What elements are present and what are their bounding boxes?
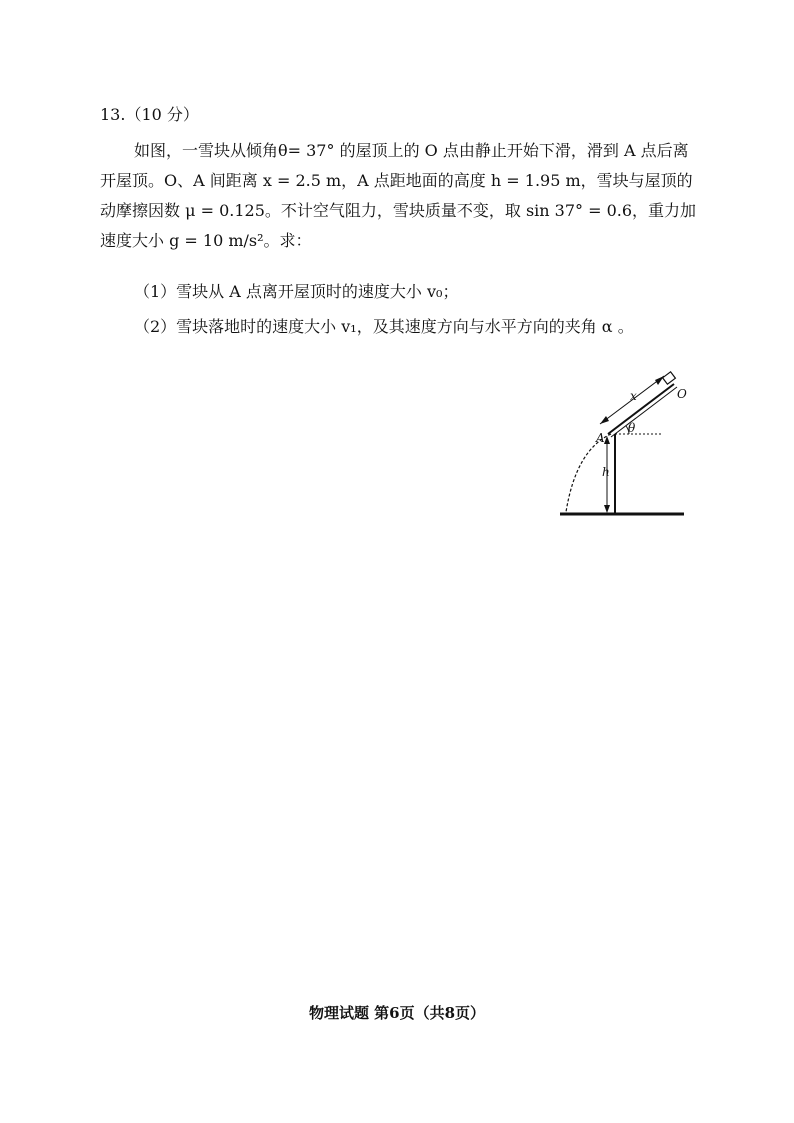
label-theta: θ (628, 421, 636, 435)
label-x: x (630, 389, 637, 403)
question-stem: 如图，一雪块从倾角θ= 37° 的屋顶上的 O 点由静止开始下滑，滑到 A 点后离开屋顶。O、A 间距离 x = 2.5 m，A 点距地面的高度 h = 1.95 m，雪块与屋顶的动摩擦因数 μ = 0.125。不计空气阻力，雪块质量不变，取 sin 37° = 0.6，重力加速度大小 g = 10 m/s²。求： (100, 141, 697, 250)
x-arrow-end (655, 376, 664, 385)
sub-question-2: （2）雪块落地时的速度大小 v₁，及其速度方向与水平方向的夹角 α 。 (134, 317, 634, 336)
x-arrow-start (600, 416, 609, 424)
h-arrow-bottom (604, 505, 610, 513)
label-h: h (602, 465, 610, 479)
roof-line-inner (611, 387, 677, 437)
physics-figure (556, 366, 696, 526)
sub-question-1: （1）雪块从 A 点离开屋顶时的速度大小 v₀； (134, 282, 459, 301)
roof-line (608, 384, 674, 434)
question-header: 13.（10 分） (100, 105, 199, 124)
label-A: A (596, 431, 605, 445)
label-O: O (677, 387, 687, 401)
snow-block (663, 372, 676, 384)
page-footer: 物理试题 第6页（共8页） (308, 1004, 486, 1022)
